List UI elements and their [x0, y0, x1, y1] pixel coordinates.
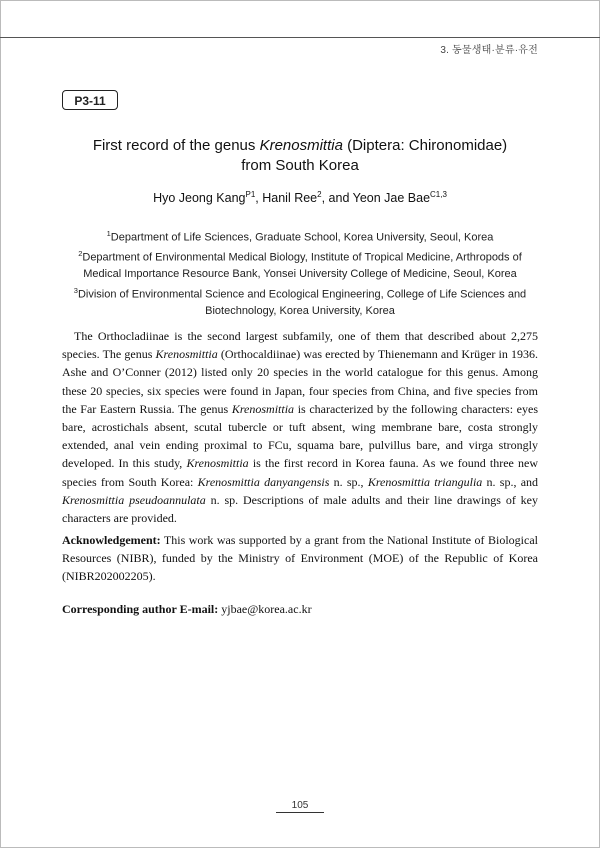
abstract-text: n. sp. Descriptions of male adults and their line drawings of key characters are provided.	[62, 492, 538, 526]
author-list	[62, 190, 538, 205]
genus-name: Krenosmittia	[155, 347, 218, 362]
corresponding-email[interactable]: yjbae@korea.ac.kr	[218, 602, 312, 616]
abstract-text: is the first record in Korea fauna. As we found three new species from South Korea:	[62, 456, 538, 489]
abstract-text: (Orthocaldiinae) was erected by Thienemann and Krüger in 1936. Ashe and O’Conner (2012) listed only 20 species in the world catalogue for this genus. Among these 20 species, six species were found in Japan, four species from China, and five species from the Far Eastern Russia. The genus	[62, 347, 539, 416]
genus-name: Krenosmittia	[186, 456, 249, 471]
author-sup: P1	[245, 190, 256, 199]
paper-title	[62, 136, 538, 176]
abstract-body	[62, 327, 538, 527]
corresponding-author	[62, 600, 538, 618]
affiliation-text: Division of Environmental Science and Ecological Engineering, College of Life Sciences and Biotechnology, Korea University, Korea	[77, 288, 527, 317]
title-line-1	[62, 136, 538, 156]
abstract-code-badge: P3-11	[62, 90, 118, 110]
title-line-2: from South Korea	[241, 157, 359, 174]
title-text: (Diptera: Chironomidae)	[342, 137, 508, 154]
page-number: 105	[276, 800, 324, 813]
author-name: , Hanil Ree	[255, 191, 318, 206]
species-name: Krenosmittia danyangensis	[197, 474, 330, 489]
author-sup: 2	[317, 190, 322, 199]
abstract-text: n. sp., and	[482, 474, 539, 489]
abstract-text: is characterized by the following characters: eyes bare, acrostichals absent, scutal tubercle or tuft absent, wing membrane bare, costa strongly extended, anal vein ending proximal to FCu, squama bare, pulvillus bare, and virga strongly developed. In this study,	[62, 401, 538, 471]
affiliation-text: Department of Environmental Medical Biology, Institute of Tropical Medicine, Arthropods of Medical Importance Resource Bank, Yonsei University College of Medicine, Seoul, Korea	[82, 251, 522, 281]
title-text: First record of the genus	[92, 137, 260, 154]
acknowledgement-label: Acknowledgement:	[62, 533, 161, 547]
affiliation-3	[62, 283, 538, 320]
species-name: Krenosmittia triangulia	[367, 474, 483, 489]
genus-name: Krenosmittia	[231, 401, 295, 416]
affiliation-num: 3	[73, 285, 78, 295]
corresponding-label: Corresponding author E-mail:	[62, 602, 219, 616]
header-rule	[0, 37, 600, 38]
affiliation-2	[62, 246, 538, 283]
affiliations	[62, 226, 538, 319]
author-name: Hyo Jeong Kang	[153, 191, 246, 206]
running-header: 3. 동물생태·분류·유전	[440, 45, 538, 56]
abstract-text: The Orthocladiinae is the second largest subfamily, one of them that described about 2,275 species. The genus	[62, 329, 538, 362]
abstract-text: n. sp.,	[329, 474, 368, 489]
author-sup: C1,3	[430, 190, 447, 199]
acknowledgement-text: This work was supported by a grant from the National Institute of Biological Resources (NIBR), funded by the Ministry of Environment (MOE) of the Republic of Korea (NIBR202002205).	[62, 533, 538, 584]
affiliation-num: 1	[106, 229, 111, 238]
affiliation-text: Department of Life Sciences, Graduate School, Korea University, Seoul, Korea	[110, 231, 494, 244]
acknowledgement	[62, 531, 538, 586]
affiliation-num: 2	[78, 249, 83, 259]
title-genus: Krenosmittia	[259, 137, 343, 154]
species-name: Krenosmittia pseudoannulata	[62, 492, 206, 507]
affiliation-1	[62, 226, 538, 246]
author-name: , and Yeon Jae Bae	[321, 191, 431, 206]
